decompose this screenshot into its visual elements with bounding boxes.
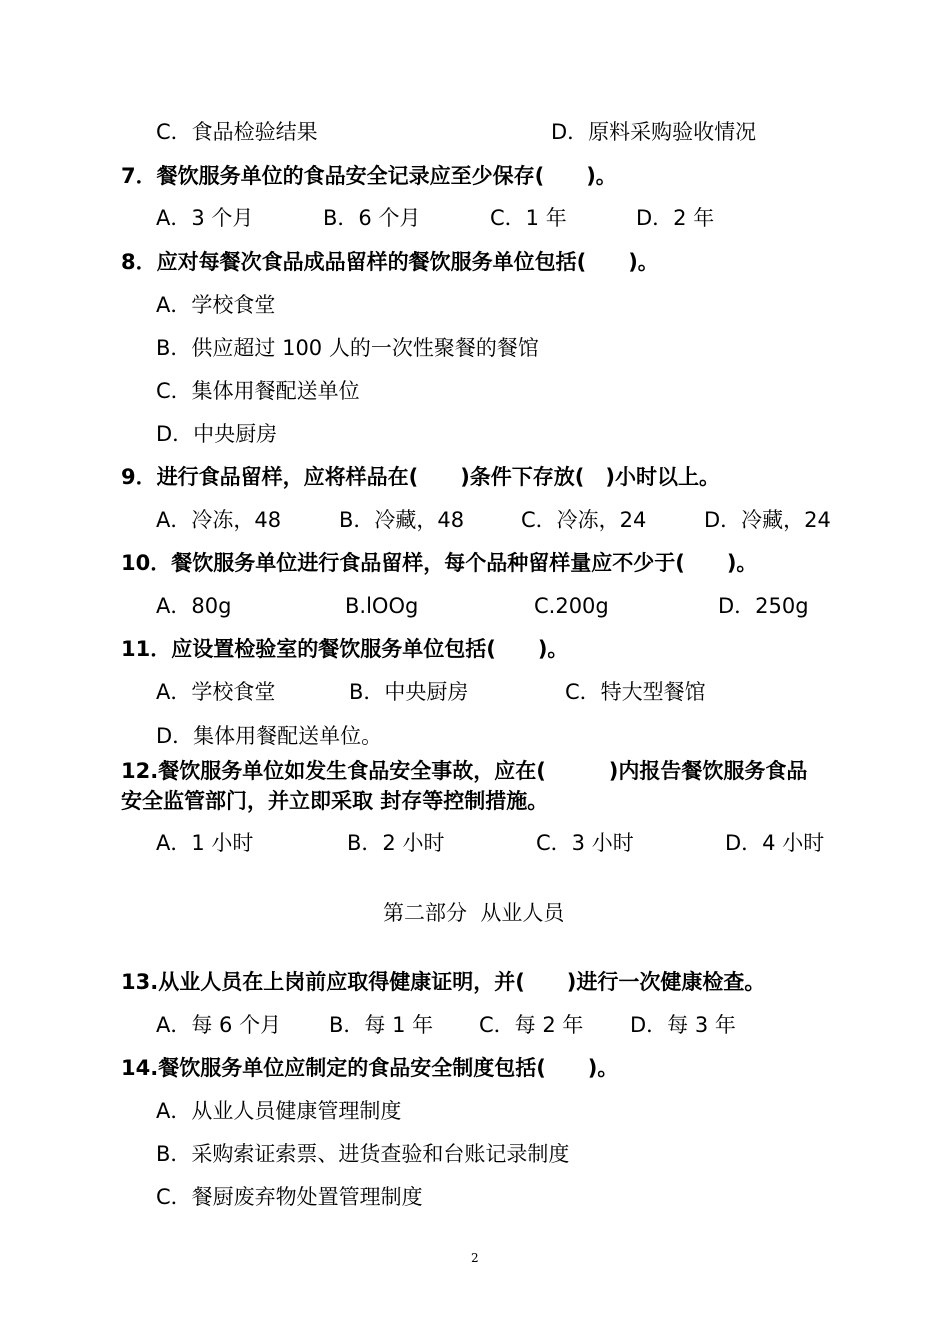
q13-option-c: C．每 2 年 bbox=[479, 1013, 584, 1037]
q9-option-b: B．冷藏，48 bbox=[339, 508, 465, 532]
q9-option-d: D．冷藏，24 bbox=[704, 508, 831, 532]
question-8: 8．应对每餐次食品成品留样的餐饮服务单位包括( )。 bbox=[121, 250, 659, 274]
question-13: 13.从业人员在上岗前应取得健康证明，并( )进行一次健康检查。 bbox=[121, 970, 766, 994]
q12-option-b: B．2 小时 bbox=[347, 831, 445, 855]
q13-option-b: B．每 1 年 bbox=[329, 1013, 434, 1037]
question-10: 10．餐饮服务单位进行食品留样，每个品种留样量应不少于( )。 bbox=[121, 551, 758, 575]
q10-option-d: D．250g bbox=[718, 594, 809, 618]
question-7: 7．餐饮服务单位的食品安全记录应至少保存( )。 bbox=[121, 164, 617, 188]
q13-option-d: D．每 3 年 bbox=[630, 1013, 736, 1037]
q7-option-c: C．1 年 bbox=[490, 206, 567, 230]
q8-option-b: B．供应超过 100 人的一次性聚餐的餐馆 bbox=[156, 336, 539, 360]
q12-option-a: A．1 小时 bbox=[156, 831, 254, 855]
question-12-line-1: 12.餐饮服务单位如发生食品安全事故，应在( )内报告餐饮服务食品 bbox=[121, 759, 808, 783]
q11-option-b: B．中央厨房 bbox=[349, 680, 469, 704]
page-number: 2 bbox=[471, 1251, 479, 1265]
q11-option-a: A．学校食堂 bbox=[156, 680, 276, 704]
q7-option-d: D．2 年 bbox=[636, 206, 715, 230]
q13-option-a: A．每 6 个月 bbox=[156, 1013, 282, 1037]
q12-option-d: D．4 小时 bbox=[725, 831, 825, 855]
q11-option-c: C．特大型餐馆 bbox=[565, 680, 706, 704]
option-c-food-test-results: C．食品检验结果 bbox=[156, 120, 318, 144]
question-12-line-2: 安全监管部门，并立即采取 封存等控制措施。 bbox=[121, 789, 549, 813]
q14-option-b: B．采购索证索票、进货查验和台账记录制度 bbox=[156, 1142, 570, 1166]
q8-option-c: C．集体用餐配送单位 bbox=[156, 379, 360, 403]
q8-option-a: A．学校食堂 bbox=[156, 293, 276, 317]
question-14: 14.餐饮服务单位应制定的食品安全制度包括( )。 bbox=[121, 1056, 619, 1080]
q12-option-c: C．3 小时 bbox=[536, 831, 634, 855]
question-11: 11．应设置检验室的餐饮服务单位包括( )。 bbox=[121, 637, 569, 661]
q11-option-d: D．集体用餐配送单位。 bbox=[156, 724, 383, 748]
q8-option-d: D．中央厨房 bbox=[156, 422, 278, 446]
q10-option-c: C.200g bbox=[534, 594, 609, 618]
q9-option-a: A．冷冻，48 bbox=[156, 508, 282, 532]
q10-option-a: A．80g bbox=[156, 594, 232, 618]
q14-option-a: A．从业人员健康管理制度 bbox=[156, 1099, 402, 1123]
section-title: 第二部分 从业人员 bbox=[383, 901, 565, 925]
q7-option-a: A．3 个月 bbox=[156, 206, 254, 230]
q14-option-c: C．餐厨废弃物处置管理制度 bbox=[156, 1185, 423, 1209]
option-d-raw-material-inspection: D．原料采购验收情况 bbox=[551, 120, 757, 144]
q9-option-c: C．冷冻，24 bbox=[521, 508, 647, 532]
question-9: 9．进行食品留样，应将样品在( )条件下存放( )小时以上。 bbox=[121, 465, 721, 489]
q7-option-b: B．6 个月 bbox=[323, 206, 421, 230]
q10-option-b: B.lOOg bbox=[345, 594, 419, 618]
